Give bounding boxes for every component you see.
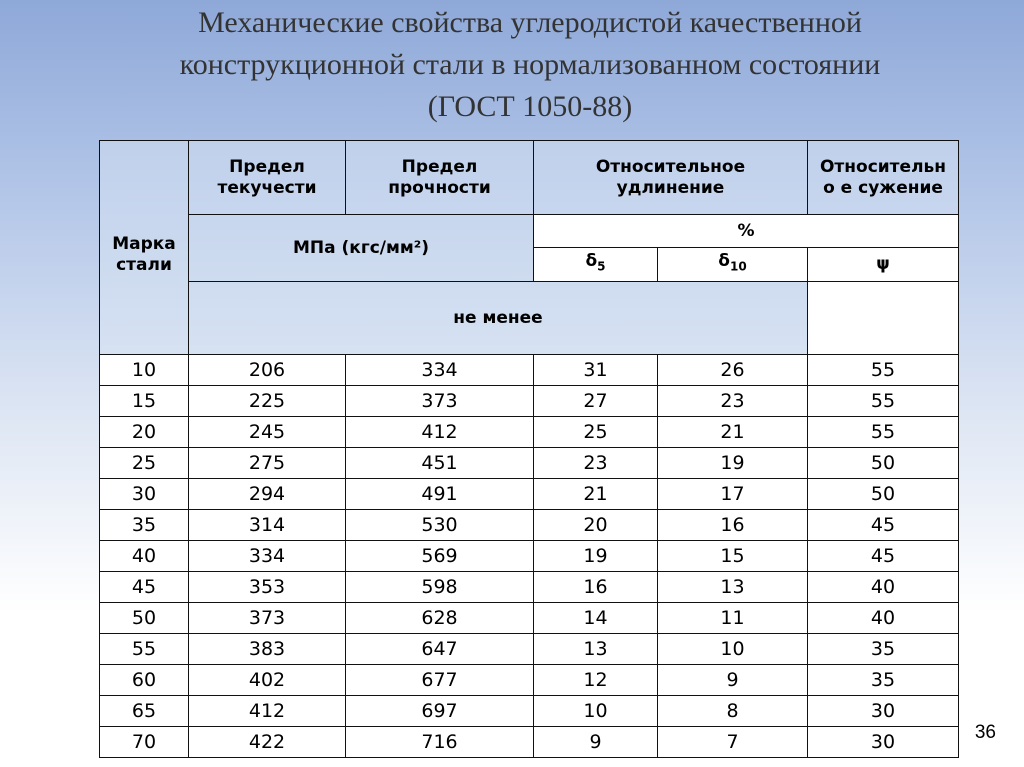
title-line-2: конструкционной стали в нормализованном состоянии — [179, 48, 881, 81]
table-row — [100, 665, 959, 696]
cell-delta5: 21 — [534, 479, 658, 510]
cell-grade: 15 — [100, 386, 189, 417]
cell-delta10: 11 — [658, 603, 808, 634]
cell-delta5: 14 — [534, 603, 658, 634]
cell-delta10: 7 — [658, 727, 808, 758]
cell-grade: 30 — [100, 479, 189, 510]
cell-delta10: 13 — [658, 572, 808, 603]
cell-yield: 412 — [189, 696, 346, 727]
cell-grade: 50 — [100, 603, 189, 634]
cell-tensile: 334 — [346, 355, 534, 386]
cell-tensile: 598 — [346, 572, 534, 603]
cell-psi: 45 — [808, 541, 959, 572]
cell-tensile: 451 — [346, 448, 534, 479]
table-row — [100, 696, 959, 727]
cell-tensile: 412 — [346, 417, 534, 448]
cell-yield: 402 — [189, 665, 346, 696]
cell-psi: 30 — [808, 696, 959, 727]
cell-delta10: 21 — [658, 417, 808, 448]
header-yield-strength: Предел текучести — [189, 141, 346, 215]
cell-tensile: 491 — [346, 479, 534, 510]
steel-properties-table — [99, 140, 959, 758]
table-row — [100, 417, 959, 448]
header-psi: ψ — [808, 248, 959, 282]
cell-delta10: 17 — [658, 479, 808, 510]
cell-grade: 55 — [100, 634, 189, 665]
table-row — [100, 479, 959, 510]
cell-delta5: 25 — [534, 417, 658, 448]
cell-psi: 45 — [808, 510, 959, 541]
cell-tensile: 373 — [346, 386, 534, 417]
cell-delta10: 19 — [658, 448, 808, 479]
cell-psi: 30 — [808, 727, 959, 758]
header-mpa-unit: МПа (кгс/мм²) — [189, 215, 534, 282]
cell-yield: 275 — [189, 448, 346, 479]
cell-tensile: 716 — [346, 727, 534, 758]
cell-yield: 245 — [189, 417, 346, 448]
cell-grade: 25 — [100, 448, 189, 479]
cell-psi: 50 — [808, 448, 959, 479]
cell-psi: 55 — [808, 417, 959, 448]
header-percent: % — [534, 215, 959, 248]
table-row — [100, 603, 959, 634]
cell-psi: 40 — [808, 603, 959, 634]
header-reduction: Относительно е сужение — [808, 141, 959, 215]
cell-grade: 70 — [100, 727, 189, 758]
cell-delta10: 16 — [658, 510, 808, 541]
cell-tensile: 697 — [346, 696, 534, 727]
cell-yield: 383 — [189, 634, 346, 665]
cell-tensile: 530 — [346, 510, 534, 541]
cell-psi: 35 — [808, 634, 959, 665]
header-tensile-strength: Предел прочности — [346, 141, 534, 215]
cell-delta5: 12 — [534, 665, 658, 696]
cell-delta5: 10 — [534, 696, 658, 727]
cell-delta5: 16 — [534, 572, 658, 603]
cell-tensile: 677 — [346, 665, 534, 696]
cell-delta5: 19 — [534, 541, 658, 572]
cell-yield: 422 — [189, 727, 346, 758]
table-header — [100, 141, 959, 355]
table-row — [100, 386, 959, 417]
cell-psi: 35 — [808, 665, 959, 696]
cell-grade: 35 — [100, 510, 189, 541]
cell-delta5: 31 — [534, 355, 658, 386]
cell-tensile: 647 — [346, 634, 534, 665]
cell-delta10: 9 — [658, 665, 808, 696]
cell-psi: 55 — [808, 355, 959, 386]
slide-title — [100, 2, 960, 128]
cell-yield: 206 — [189, 355, 346, 386]
cell-grade: 20 — [100, 417, 189, 448]
table-row — [100, 510, 959, 541]
cell-yield: 225 — [189, 386, 346, 417]
title-line-3: (ГОСТ 1050-88) — [427, 90, 633, 123]
cell-delta10: 26 — [658, 355, 808, 386]
cell-delta10: 15 — [658, 541, 808, 572]
cell-yield: 353 — [189, 572, 346, 603]
table-body — [100, 355, 959, 758]
table-row — [100, 541, 959, 572]
header-delta5: $\delta_5$ — [534, 248, 658, 282]
table-row — [100, 634, 959, 665]
table-row — [100, 727, 959, 758]
cell-psi: 40 — [808, 572, 959, 603]
header-min-note: не менее — [189, 282, 808, 355]
cell-grade: 10 — [100, 355, 189, 386]
cell-tensile: 628 — [346, 603, 534, 634]
cell-grade: 40 — [100, 541, 189, 572]
cell-grade: 65 — [100, 696, 189, 727]
title-line-1: Механические свойства углеродистой качественной — [198, 6, 862, 39]
cell-yield: 373 — [189, 603, 346, 634]
cell-yield: 314 — [189, 510, 346, 541]
table-row — [100, 448, 959, 479]
cell-delta10: 8 — [658, 696, 808, 727]
cell-psi: 50 — [808, 479, 959, 510]
header-empty-cell — [808, 282, 959, 355]
table-row — [100, 355, 959, 386]
cell-delta5: 23 — [534, 448, 658, 479]
cell-delta5: 20 — [534, 510, 658, 541]
cell-delta5: 13 — [534, 634, 658, 665]
cell-tensile: 569 — [346, 541, 534, 572]
cell-yield: 294 — [189, 479, 346, 510]
cell-psi: 55 — [808, 386, 959, 417]
cell-delta5: 9 — [534, 727, 658, 758]
cell-delta10: 10 — [658, 634, 808, 665]
cell-grade: 45 — [100, 572, 189, 603]
header-delta10: $\delta_{10}$ — [658, 248, 808, 282]
page-number: 36 — [974, 722, 996, 743]
header-elongation: Относительное удлинение — [534, 141, 808, 215]
table-row — [100, 572, 959, 603]
cell-yield: 334 — [189, 541, 346, 572]
header-grade: Марка стали — [100, 141, 189, 355]
cell-grade: 60 — [100, 665, 189, 696]
cell-delta5: 27 — [534, 386, 658, 417]
cell-delta10: 23 — [658, 386, 808, 417]
